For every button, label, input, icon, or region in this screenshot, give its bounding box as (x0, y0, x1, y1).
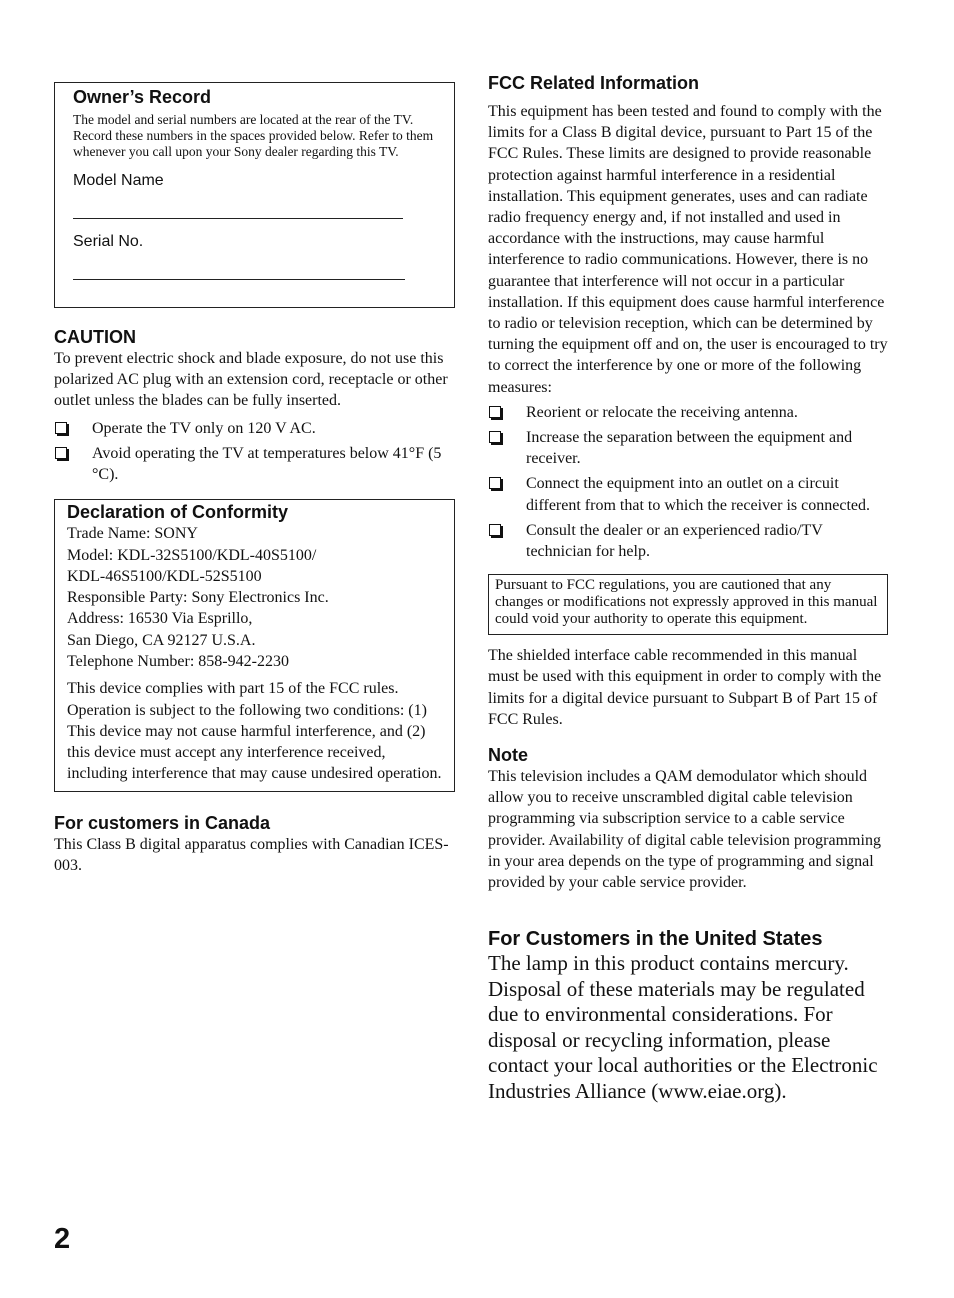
model-name-label: Model Name (73, 172, 164, 189)
list-item: Reorient or relocate the receiving antenna. (488, 402, 888, 423)
checkbox-bullet-icon (55, 447, 67, 459)
fcc-shielded-text: The shielded interface cable recommended in this manual must be used with this equipment in order to comply with the limits for a digital device pursuant to Subpart B of Part 15 of FCC Rules. (488, 647, 882, 728)
checkbox-bullet-icon (489, 406, 501, 418)
fcc-bullets (488, 402, 888, 562)
list-item: Increase the separation between the equipment and receiver. (488, 427, 888, 469)
declaration-line: Telephone Number: 858-942-2230 (67, 653, 289, 670)
declaration-line: San Diego, CA 92127 U.S.A. (67, 631, 256, 649)
owners-record-heading: Owner’s Record (73, 87, 212, 107)
fcc-section (488, 72, 888, 730)
caution-heading: CAUTION (54, 327, 136, 347)
checkbox-bullet-icon (489, 477, 501, 489)
serial-no-label: Serial No. (73, 233, 144, 250)
fcc-text: This equipment has been tested and found to comply with the limits for a Class B digital device, pursuant to Part 15 of the FCC Rules. These limits are designed to provide reasonable protection against harmful interference in a residential installation. This equipment generates, uses and can radiate radio frequency energy and, if not installed and used in accordance with the instructions, may cause harmful interference to radio communications. However, there is no guarantee that interference will not occur in a particular installation. If this equipment does cause harmful interference to radio or television reception, which can be determined by turning the equipment off and on, the user is encouraged to try to correct the interference by one or more of the following measures: (488, 103, 888, 396)
declaration-line: KDL-46S5100/KDL-52S5100 (67, 567, 262, 585)
checkbox-bullet-icon (55, 422, 67, 434)
fcc-heading: FCC Related Information (488, 73, 700, 93)
owners-record-box (54, 82, 455, 308)
declaration-line: Model: KDL-32S5100/KDL-40S5100/ (67, 546, 317, 564)
owners-record-intro: The model and serial numbers are located at the rear of the TV. Record these numbers in the spaces provided below. Refer to them whenever you call upon your Sony dealer regarding this TV. (73, 112, 434, 159)
model-name-line (73, 218, 403, 219)
note-text: This television includes a QAM demodulator which should allow you to receive unscrambled digital cable television programming via subscription service to a cable service provider. Availability of digital cable television programming in your area depends on the type of programming and signal provided by your cable service provider. (488, 768, 881, 892)
caution-section (54, 326, 454, 485)
page-number: 2 (54, 1223, 71, 1255)
left-column (54, 82, 454, 876)
us-heading: For Customers in the United States (488, 928, 823, 951)
checkbox-bullet-icon (489, 431, 501, 443)
fcc-notice-box (488, 574, 888, 635)
serial-no-line (73, 279, 405, 280)
checkbox-bullet-icon (489, 524, 501, 536)
declaration-heading: Declaration of Conformity (67, 502, 289, 523)
declaration-line: Responsible Party: Sony Electronics Inc. (67, 589, 329, 607)
canada-section (54, 812, 454, 876)
list-item: Consult the dealer or an experienced radio/TV technician for help. (488, 520, 888, 562)
canada-text: This Class B digital apparatus complies with Canadian ICES-003. (54, 835, 449, 874)
declaration-compliance: This device complies with part 15 of the FCC rules. Operation is subject to the following two conditions: (1) This device may not cause harmful interference, and (2) this device must accept any interference received, including interference that may cause undesired operation. (67, 680, 442, 783)
right-column (488, 72, 888, 1104)
declaration-details (67, 523, 444, 672)
declaration-line: Address: 16530 Via Esprillo, (67, 610, 253, 628)
note-section (488, 744, 888, 893)
caution-text: To prevent electric shock and blade exposure, do not use this polarized AC plug with an extension cord, receptacle or other outlet unless the blades can be fully inserted. (54, 350, 448, 410)
list-item: Operate the TV only on 120 V AC. (54, 418, 454, 439)
canada-heading: For customers in Canada (54, 812, 271, 833)
declaration-box (54, 499, 455, 792)
note-heading: Note (488, 745, 528, 766)
list-item: Connect the equipment into an outlet on a circuit different from that to which the receiver is connected. (488, 473, 888, 515)
us-text: The lamp in this product contains mercury. Disposal of these materials may be regulated due to environmental considerations. For disposal or recycling information, please contact your local authorities or the Electronic Industries Alliance (www.eiae.org). (488, 951, 878, 1103)
fcc-notice-text: Pursuant to FCC regulations, you are cautioned that any changes or modifications not expressly approved in this manual could void your authority to operate this equipment. (495, 577, 878, 628)
us-section (488, 927, 888, 1104)
caution-bullets (54, 418, 454, 486)
declaration-line: Trade Name: SONY (67, 525, 198, 543)
list-item: Avoid operating the TV at temperatures below 41°F (5 °C). (54, 443, 454, 485)
